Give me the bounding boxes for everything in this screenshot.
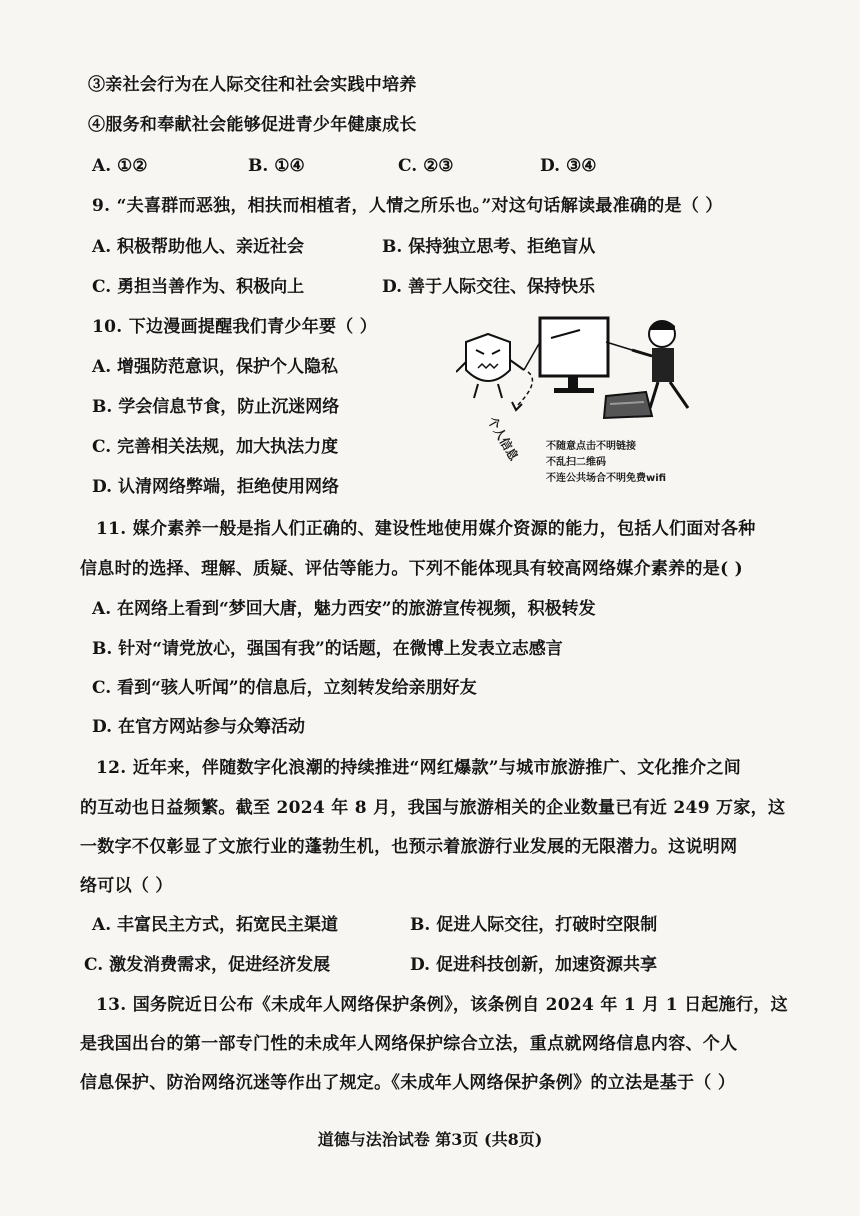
q10-option-a: A. 增强防范意识，保护个人隐私 <box>92 357 339 377</box>
q10-option-b: B. 学会信息节食，防止沉迷网络 <box>92 397 340 417</box>
cartoon-arrow-label: 个人信息 <box>484 414 521 464</box>
q8-item-3: ③亲社会行为在人际交往和社会实践中培养 <box>88 75 417 95</box>
q13-stem-line-1: 13. 国务院近日公布《未成年人网络保护条例》，该条例自 2024 年 1 月 1 日起施行，这 <box>96 995 788 1015</box>
q12-stem-line-2: 的互动也日益频繁。截至 2024 年 8 月，我国与旅游相关的企业数量已有近 249 万家，这 <box>80 798 786 818</box>
q8-item-4: ④服务和奉献社会能够促进青少年健康成长 <box>88 115 417 135</box>
q9-option-b: B. 保持独立思考、拒绝盲从 <box>382 237 596 257</box>
q12-stem-line-4: 络可以（ ） <box>80 876 173 896</box>
q8-option-a: A. ①② <box>92 156 148 176</box>
q10-option-d: D. 认清网络弊端，拒绝使用网络 <box>92 477 339 497</box>
q8-option-c: C. ②③ <box>398 156 454 176</box>
q13-stem-line-3: 信息保护、防治网络沉迷等作出了规定。《未成年人网络保护条例》的立法是基于（ ） <box>80 1073 736 1093</box>
q9-option-a: A. 积极帮助他人、亲近社会 <box>92 237 305 257</box>
q11-option-b: B. 针对“请党放心，强国有我”的话题，在微博上发表立志感言 <box>92 639 563 659</box>
q12-option-d: D. 促进科技创新，加速资源共享 <box>410 955 657 975</box>
q12-stem-line-1: 12. 近年来，伴随数字化浪潮的持续推进“网红爆款”与城市旅游推广、文化推介之间 <box>96 758 742 778</box>
q11-option-d: D. 在官方网站参与众筹活动 <box>92 717 305 737</box>
q11-stem-line-1: 11. 媒介素养一般是指人们正确的、建设性地使用媒介资源的能力，包括人们面对各种 <box>96 519 756 539</box>
q8-option-d: D. ③④ <box>540 156 597 176</box>
q12-option-b: B. 促进人际交往，打破时空限制 <box>410 915 658 935</box>
q11-stem-line-2: 信息时的选择、理解、质疑、评估等能力。下列不能体现具有较高网络媒介素养的是( ) <box>80 559 744 579</box>
q12-stem-line-3: 一数字不仅彰显了文旅行业的蓬勃生机，也预示着旅游行业发展的无限潜力。这说明网 <box>80 837 738 857</box>
page-footer: 道德与法治试卷 第3页 (共8页) <box>317 1130 543 1149</box>
q8-option-b: B. ①④ <box>248 156 305 176</box>
cartoon-caption-3: 不连公共场合不明免费wifi <box>546 473 667 484</box>
cartoon-caption-2: 不乱扫二维码 <box>546 457 606 468</box>
q13-stem-line-2: 是我国出台的第一部专门性的未成年人网络保护综合立法，重点就网络信息内容、个人 <box>80 1034 738 1054</box>
q12-option-c: C. 激发消费需求，促进经济发展 <box>84 955 331 975</box>
q9-option-c: C. 勇担当善作为、积极向上 <box>92 277 305 297</box>
q9-option-d: D. 善于人际交往、保持快乐 <box>382 277 595 297</box>
q11-option-c: C. 看到“骇人听闻”的信息后，立刻转发给亲朋好友 <box>92 678 477 698</box>
q12-option-a: A. 丰富民主方式，拓宽民主渠道 <box>92 915 339 935</box>
q10-stem: 10. 下边漫画提醒我们青少年要（ ） <box>92 317 378 337</box>
cartoon-caption-1: 不随意点击不明链接 <box>546 441 636 452</box>
q10-option-c: C. 完善相关法规，加大执法力度 <box>92 437 339 457</box>
cartoon-illustration <box>456 312 706 497</box>
q11-option-a: A. 在网络上看到“梦回大唐，魅力西安”的旅游宣传视频，积极转发 <box>92 599 596 619</box>
q9-stem: 9. “夫喜群而恶独，相扶而相植者，人情之所乐也。”对这句话解读最准确的是（ ） <box>92 196 723 216</box>
cartoon-drawing <box>456 312 706 497</box>
